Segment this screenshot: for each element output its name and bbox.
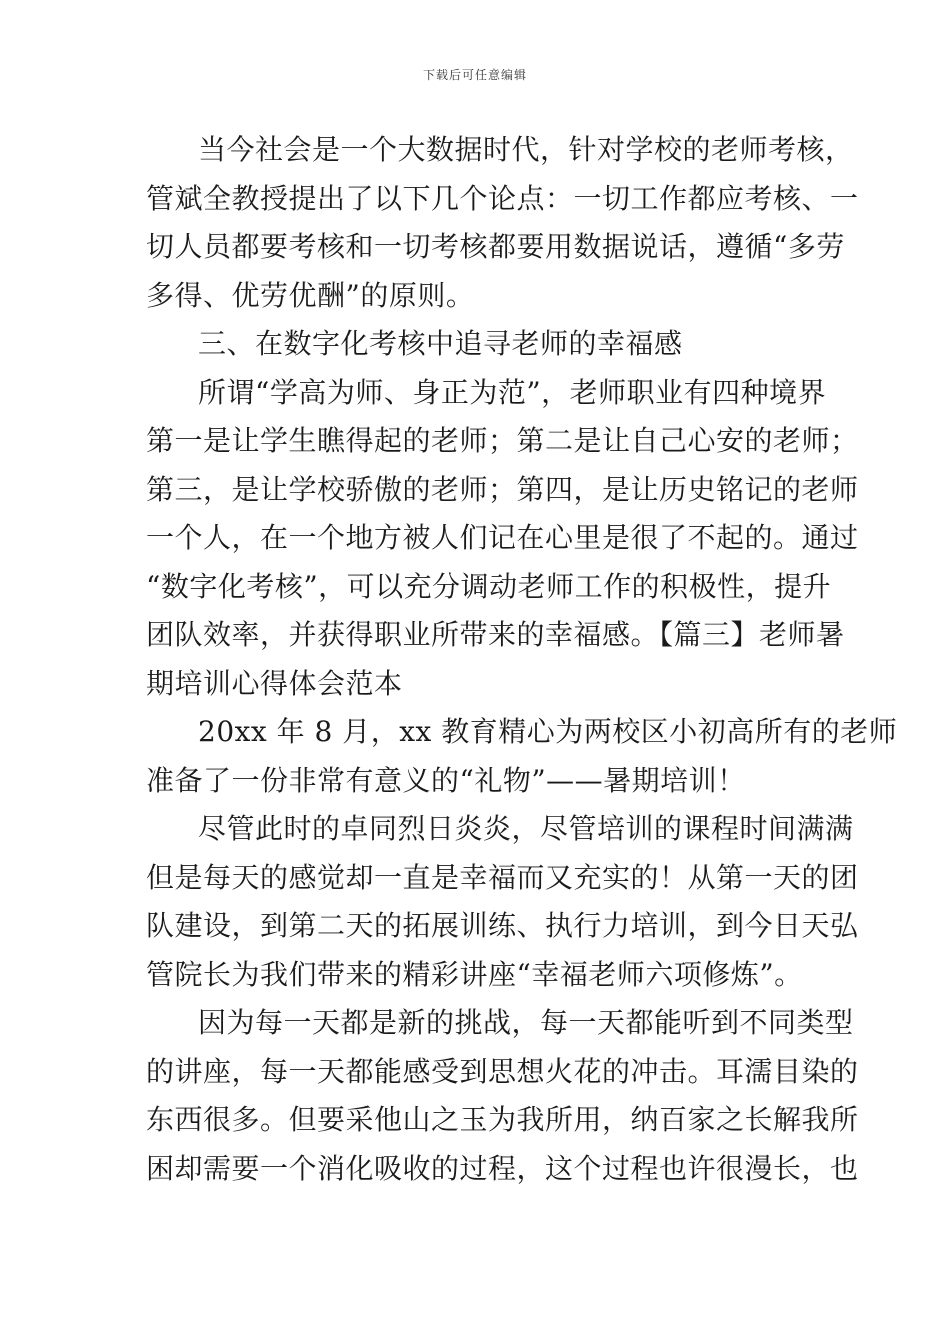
text-line: 因为每一天都是新的挑战，每一天都能听到不同类型 xyxy=(198,1006,854,1039)
text-line: 第一是让学生瞧得起的老师；第二是让自己心安的老师； xyxy=(146,424,859,457)
text-line: 切人员都要考核和一切考核都要用数据说话，遵循“多劳 xyxy=(146,230,845,263)
text-line: 第三，是让学校骄傲的老师；第四，是让历史铭记的老师 xyxy=(146,472,859,506)
document-body xyxy=(146,126,898,1193)
text-line: 但是每天的感觉却一直是幸福而又充实的！从第一天的团 xyxy=(146,860,859,894)
text-line: 东西很多。但要采他山之玉为我所用，纳百家之长解我所 xyxy=(146,1103,859,1136)
text-line: “数字化考核”，可以充分调动老师工作的积极性，提升 xyxy=(146,569,832,603)
text-line: 尽管此时的卓同烈日炎炎，尽管培训的课程时间满满 xyxy=(198,812,854,845)
text-line: 一个人，在一个地方被人们记在心里是很了不起的。通过 xyxy=(146,521,859,554)
text-line: 困却需要一个消化吸收的过程，这个过程也许很漫长，也 xyxy=(146,1151,859,1185)
text-line: 所谓“学高为师、身正为范”，老师职业有四种境界 xyxy=(198,375,827,409)
text-line: 20xx 年 8 月，xx 教育精心为两校区小初高所有的老师 xyxy=(198,715,898,748)
text-line: 管院长为我们带来的精彩讲座“幸福老师六项修炼”。 xyxy=(146,957,803,991)
text-line: 准备了一份非常有意义的“礼物”——暑期培训！ xyxy=(146,763,746,797)
text-line: 多得、优劳优酬”的原则。 xyxy=(146,278,475,312)
text-line: 管斌全教授提出了以下几个论点：一切工作都应考核、一 xyxy=(146,181,859,215)
text-line: 当今社会是一个大数据时代，针对学校的老师考核， xyxy=(198,133,854,166)
section-heading: 三、在数字化考核中追寻老师的幸福感 xyxy=(198,327,683,360)
text-line: 的讲座，每一天都能感受到思想火花的冲击。耳濡目染的 xyxy=(146,1054,859,1088)
text-line: 队建设，到第二天的拓展训练、执行力培训，到今日天弘 xyxy=(146,909,859,942)
text-line: 团队效率，并获得职业所带来的幸福感。【篇三】老师暑 xyxy=(146,618,845,651)
page-header: 下载后可任意编辑 xyxy=(422,68,527,82)
text-line: 期培训心得体会范本 xyxy=(146,666,403,700)
